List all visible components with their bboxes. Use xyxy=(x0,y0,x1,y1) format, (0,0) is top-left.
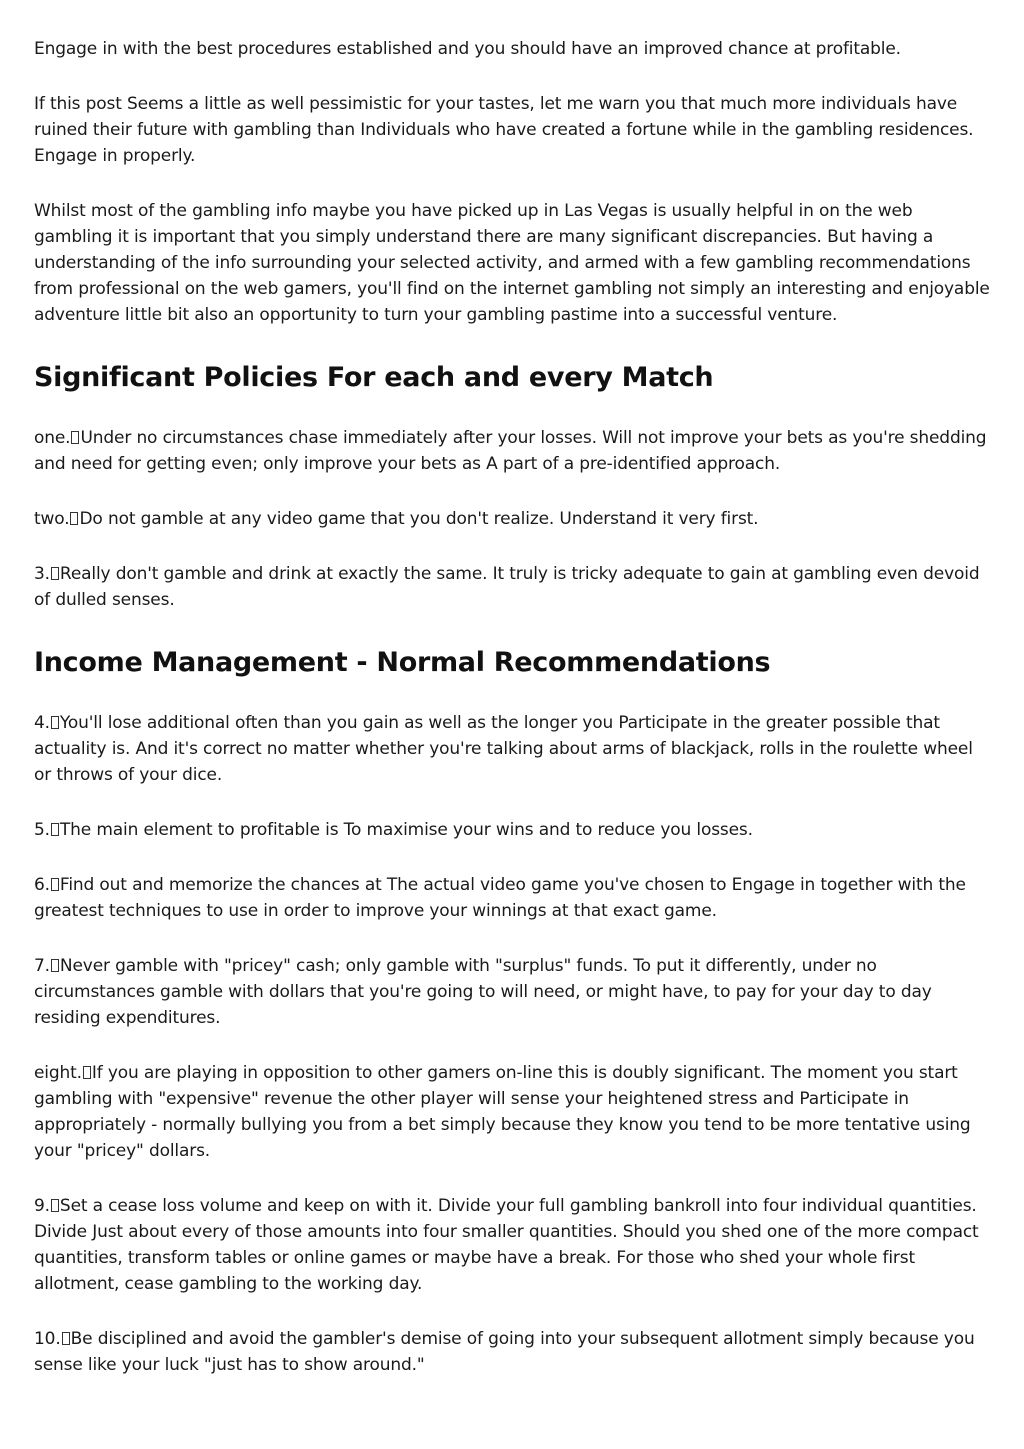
missing-glyph-icon xyxy=(70,512,78,525)
list-item xyxy=(34,872,990,924)
section-heading-income-management: Income Management - Normal Recommendations xyxy=(34,647,771,678)
item-text: don't gamble and drink at exactly the same. It truly is tricky adequate to gain at gambling even devoid of dulled senses. xyxy=(34,564,980,610)
list-item xyxy=(34,1326,990,1378)
item-text: out and memorize the chances at The actual video game you've chosen to Engage in together with the greatest techniques to use in order to improve your winnings at that exact game. xyxy=(34,875,966,921)
list-item xyxy=(34,817,990,843)
item-lead-word: Be xyxy=(70,1329,93,1349)
item-text: lose additional often than you gain as well as the longer you Participate in the greater possible that actuality is. And it's correct no matter whether you're talking about arms of blackjack, rolls in the roulette wheel or throws of your dice. xyxy=(34,713,973,785)
item-number: 5. xyxy=(34,820,50,840)
item-number: 10. xyxy=(34,1329,61,1349)
missing-glyph-icon xyxy=(51,567,59,580)
item-text: no circumstances chase immediately after your losses. Will not improve your bets as you're shedding and need for getting even; only improve your bets as A part of a pre-identified approach. xyxy=(34,428,987,474)
item-number: 3. xyxy=(34,564,50,584)
missing-glyph-icon xyxy=(62,1332,70,1345)
item-lead-word: The xyxy=(59,820,92,840)
list-item xyxy=(34,1193,990,1297)
item-lead-word: Under xyxy=(80,428,132,448)
item-text: gamble with "pricey" cash; only gamble with "surplus" funds. To put it differently, under no circumstances gamble with dollars that you're going to will need, or might have, to pay for your day to day residing expenditures. xyxy=(34,956,932,1028)
missing-glyph-icon xyxy=(83,1066,91,1079)
intro-paragraph-1: Engage in with the best procedures established and you should have an improved chance at profitable. xyxy=(34,39,901,59)
item-text: disciplined and avoid the gambler's demise of going into your subsequent allotment simply because you sense like your luck "just has to show around." xyxy=(34,1329,975,1375)
missing-glyph-icon xyxy=(51,1199,59,1212)
item-lead-word: You'll xyxy=(59,713,103,733)
item-lead-word: Find xyxy=(59,875,95,895)
item-text: not gamble at any video game that you don't realize. Understand it very first. xyxy=(107,509,759,529)
section-heading-significant-policies: Significant Policies For each and every Match xyxy=(34,362,714,393)
missing-glyph-icon xyxy=(51,823,59,836)
item-number: 7. xyxy=(34,956,50,976)
intro-paragraph-3: Whilst most of the gambling info maybe you have picked up in Las Vegas is usually helpful in on the web gambling it is important that you simply understand there are many significant discrepancies. But having a understanding of the info surrounding your selected activity, and armed with a few gambling recommendations from professional on the web gamers, you'll find on the internet gambling not simply an interesting and enjoyable adventure little bit also an opportunity to turn your gambling pastime into a successful venture. xyxy=(34,201,990,325)
item-number: 6. xyxy=(34,875,50,895)
item-lead-word: Never xyxy=(59,956,110,976)
item-number: two. xyxy=(34,509,70,529)
item-number: 9. xyxy=(34,1196,50,1216)
item-number: one. xyxy=(34,428,71,448)
intro-paragraph-2: If this post Seems a little as well pessimistic for your tastes, let me warn you that much more individuals have ruined their future with gambling than Individuals who have created a fortune while in the gambling residences. Engage in properly. xyxy=(34,94,974,166)
list-item xyxy=(34,710,990,788)
item-lead-word: Do xyxy=(79,509,103,529)
item-lead-word: Set xyxy=(59,1196,88,1216)
item-text: main element to profitable is To maximise your wins and to reduce you losses. xyxy=(96,820,753,840)
list-item xyxy=(34,1060,990,1164)
list-item xyxy=(34,561,990,613)
item-lead-word: Really xyxy=(59,564,111,584)
item-number: eight. xyxy=(34,1063,82,1083)
missing-glyph-icon xyxy=(51,878,59,891)
list-item xyxy=(34,506,990,532)
item-text: a cease loss volume and keep on with it. Divide your full gambling bankroll into four individual quantities. Divide Just about every of those amounts into four smaller quantities. Should you shed one of the more compact quantities, transform tables or online games or maybe have a break. For those who shed your whole first allotment, cease gambling to the working day. xyxy=(34,1196,979,1294)
item-number: 4. xyxy=(34,713,50,733)
item-lead-word: If xyxy=(91,1063,103,1083)
item-text: you are playing in opposition to other gamers on-line this is doubly significant. The moment you start gambling with "expensive" revenue the other player will sense your heightened stress and Participate in appropriately - normally bullying you from a bet simply because they know you tend to be more tentative using your "pricey" dollars. xyxy=(34,1063,971,1161)
missing-glyph-icon xyxy=(51,959,59,972)
missing-glyph-icon xyxy=(71,431,79,444)
list-item xyxy=(34,425,990,477)
missing-glyph-icon xyxy=(51,716,59,729)
list-item xyxy=(34,953,990,1031)
